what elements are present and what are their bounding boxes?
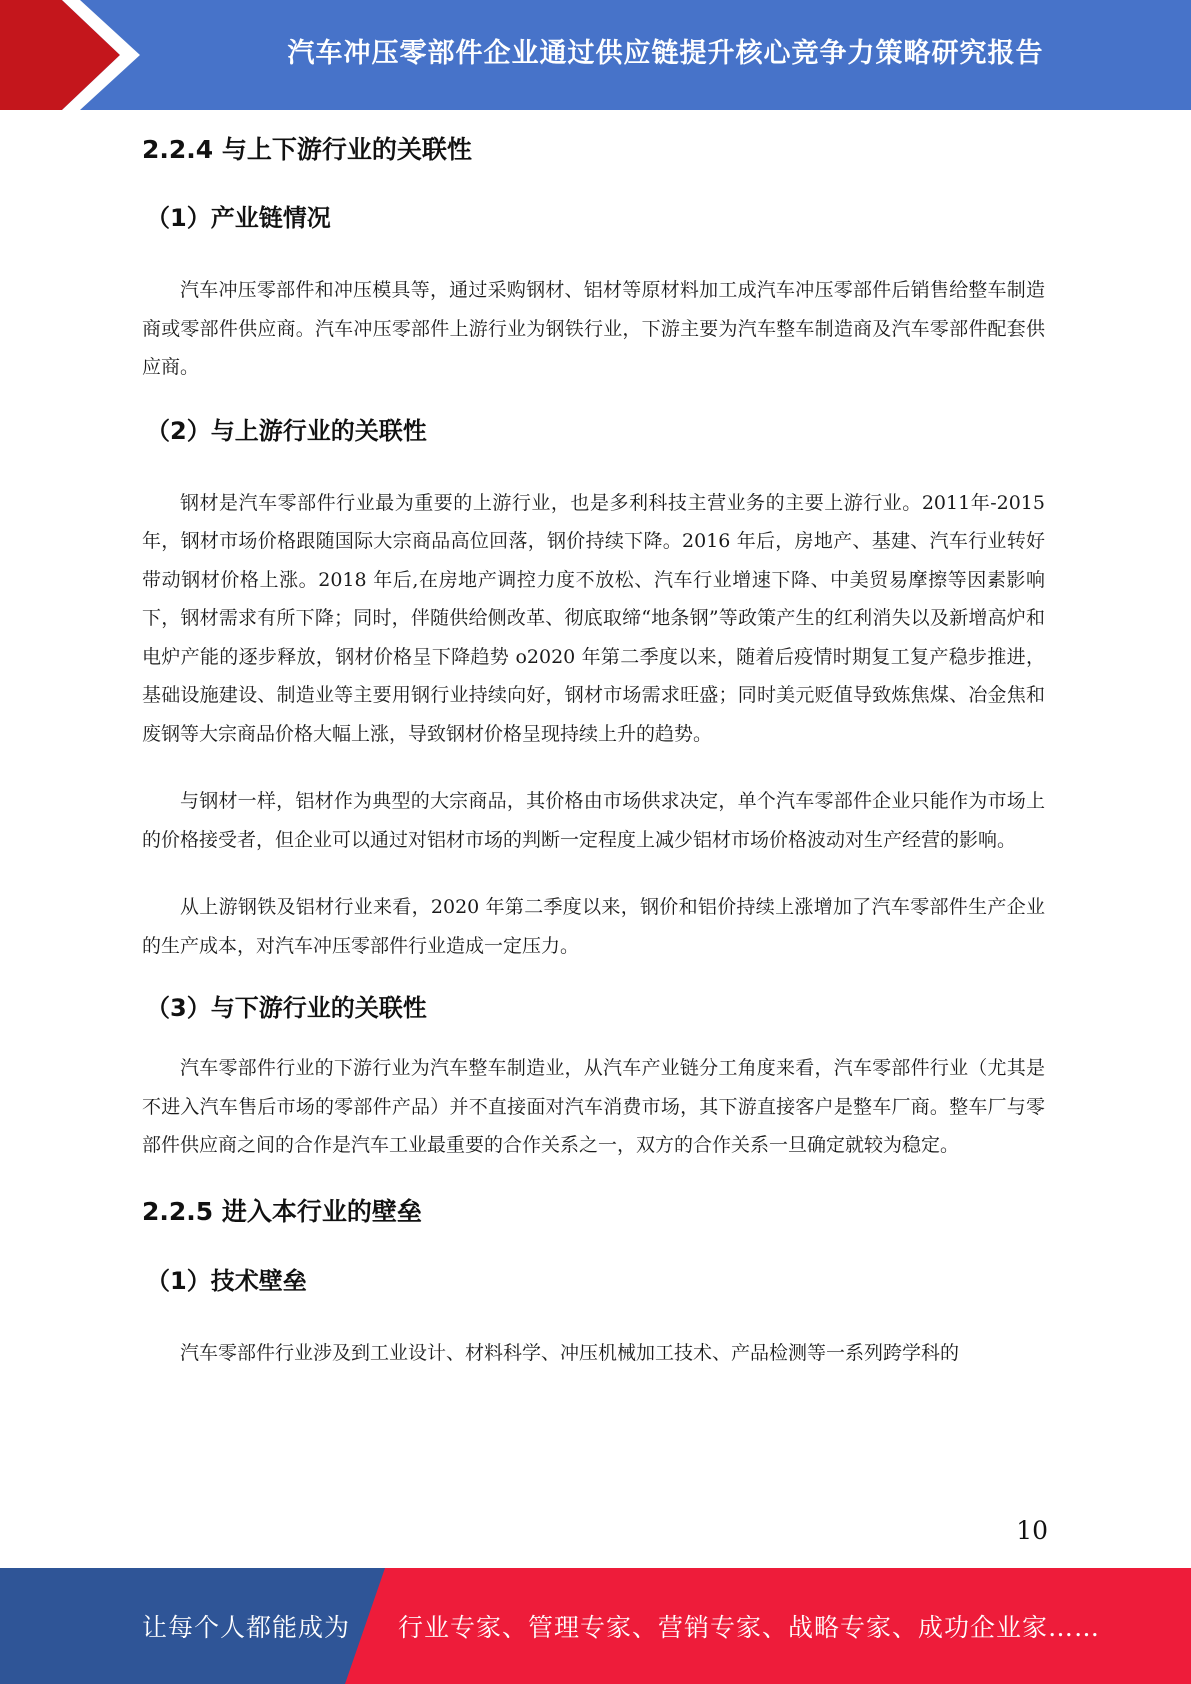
- page-header: [0, 0, 1191, 110]
- paragraph-upstream-steel: 钢材是汽车零部件行业最为重要的上游行业，也是多利科技主营业务的主要上游行业。2011年-2015 年，钢材市场价格跟随国际大宗商品高位回落，钢价持续下降。2016 年后，房地产、基建、汽车行业转好带动钢材价格上涨。2018 年后,在房地产调控力度不放松、汽车行业增速下降、中美贸易摩擦等因素影响下，钢材需求有所下降；同时，伴随供给侧改革、彻底取缔“地条钢”等政策产生的红利消失以及新增高炉和电炉产能的逐步释放，钢材价格呈下降趋势 o2020 年第二季度以来，随着后疫情时期复工复产稳步推进，基础设施建设、制造业等主要用钢行业持续向好，钢材市场需求旺盛；同时美元贬值导致炼焦煤、冶金焦和废钢等大宗商品价格大幅上涨，导致钢材价格呈现持续上升的趋势。: [142, 491, 1045, 745]
- paragraph-upstream-summary: 从上游钢铁及铝材行业来看，2020 年第二季度以来，钢价和铝价持续上涨增加了汽车零部件生产企业的生产成本，对汽车冲压零部件行业造成一定压力。: [142, 896, 1045, 957]
- document-body: [142, 110, 1045, 1372]
- footer-slogan-right: 行业专家、管理专家、营销专家、战略专家、成功企业家……: [398, 1613, 1101, 1642]
- section-heading-2-2-4: 2.2.4 与上下游行业的关联性: [142, 135, 472, 164]
- section-heading-2-2-5: 2.2.5 进入本行业的壁垒: [142, 1196, 422, 1226]
- paragraph-industry-chain: 汽车冲压零部件和冲压模具等，通过采购钢材、铝材等原材料加工成汽车冲压零部件后销售给整车制造商或零部件供应商。汽车冲压零部件上游行业为钢铁行业，下游主要为汽车整车制造商及汽车零部件配套供应商。: [142, 279, 1045, 378]
- subsection-heading-technical-barrier: （1）技术壁垒: [146, 1266, 307, 1295]
- subsection-heading-industry-chain: （1）产业链情况: [146, 204, 331, 232]
- page-footer: [0, 1568, 1191, 1684]
- paragraph-downstream: 汽车零部件行业的下游行业为汽车整车制造业，从汽车产业链分工角度来看，汽车零部件行业（尤其是不进入汽车售后市场的零部件产品）并不直接面对汽车消费市场，其下游直接客户是整车厂商。整车厂与零部件供应商之间的合作是汽车工业最重要的合作关系之一，双方的合作关系一旦确定就较为稳定。: [142, 1057, 1045, 1156]
- subsection-heading-upstream: （2）与上游行业的关联性: [146, 416, 427, 445]
- footer-slogan-left: 让每个人都能成为: [142, 1613, 351, 1642]
- page-number: 10: [1016, 1516, 1048, 1545]
- subsection-heading-downstream: （3）与下游行业的关联性: [146, 994, 427, 1022]
- header-title: 汽车冲压零部件企业通过供应链提升核心竞争力策略研究报告: [287, 37, 1044, 69]
- paragraph-upstream-aluminum: 与钢材一样，铝材作为典型的大宗商品，其价格由市场供求决定，单个汽车零部件企业只能作为市场上的价格接受者，但企业可以通过对铝材市场的判断一定程度上减少铝材市场价格波动对生产经营的影响。: [142, 790, 1045, 851]
- paragraph-technical-barrier: 汽车零部件行业涉及到工业设计、材料科学、冲压机械加工技术、产品检测等一系列跨学科的: [180, 1341, 960, 1364]
